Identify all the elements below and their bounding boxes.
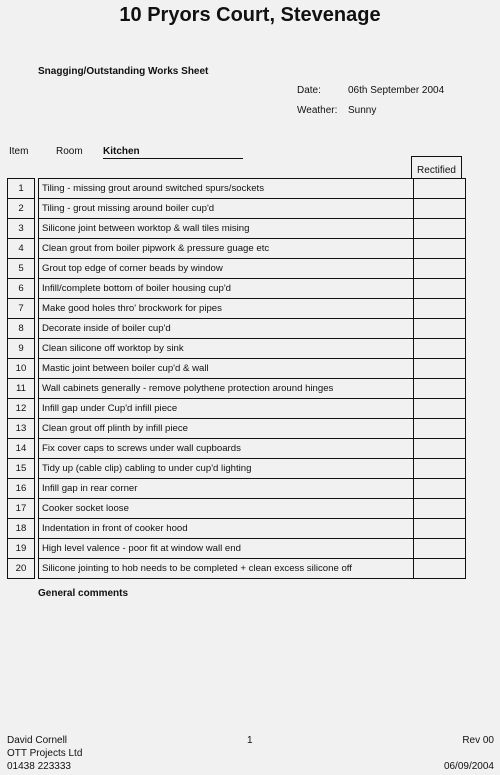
rectified-header-label: Rectified [417, 165, 456, 176]
date-value: 06th September 2004 [348, 85, 445, 96]
table-row [8, 539, 466, 559]
item-number: 8 [8, 319, 35, 339]
table-row [8, 519, 466, 539]
rectified-cell [414, 559, 466, 579]
item-number: 4 [8, 239, 35, 259]
table-row [8, 459, 466, 479]
rectified-cell [414, 419, 466, 439]
item-number: 11 [8, 379, 35, 399]
table-row [8, 419, 466, 439]
item-number: 9 [8, 339, 35, 359]
item-description: Clean grout off plinth by infill piece [39, 419, 414, 439]
item-description: Tiling - grout missing around boiler cup'd [39, 199, 414, 219]
table-row [8, 559, 466, 579]
general-comments-heading: General comments [38, 588, 129, 599]
item-description: Clean grout from boiler pipwork & pressure guage etc [39, 239, 414, 259]
item-number: 13 [8, 419, 35, 439]
weather-label: Weather: [297, 105, 338, 116]
table-row [8, 399, 466, 419]
room-column-header: Room [56, 146, 83, 157]
item-description: Clean silicone off worktop by sink [39, 339, 414, 359]
footer-revision: Rev 00 [462, 735, 494, 746]
rectified-cell [414, 339, 466, 359]
item-description: Infill/complete bottom of boiler housing cup'd [39, 279, 414, 299]
table-row [8, 259, 466, 279]
table-row [8, 299, 466, 319]
footer-company: OTT Projects Ltd [7, 748, 83, 759]
item-number: 2 [8, 199, 35, 219]
table-row [8, 319, 466, 339]
sheet-subtitle: Snagging/Outstanding Works Sheet [38, 66, 209, 77]
item-description: Infill gap under Cup'd infill piece [39, 399, 414, 419]
table-row [8, 379, 466, 399]
table-row [8, 479, 466, 499]
room-value: Kitchen [103, 146, 243, 159]
footer-phone: 01438 223333 [7, 761, 71, 772]
rectified-cell [414, 379, 466, 399]
item-description: Silicone joint between worktop & wall tiles mising [39, 219, 414, 239]
item-number: 7 [8, 299, 35, 319]
item-description: Silicone jointing to hob needs to be completed + clean excess silicone off [39, 559, 414, 579]
item-number: 20 [8, 559, 35, 579]
weather-value: Sunny [348, 105, 377, 116]
item-description: Fix cover caps to screws under wall cupboards [39, 439, 414, 459]
table-row [8, 199, 466, 219]
item-description: Cooker socket loose [39, 499, 414, 519]
item-number: 3 [8, 219, 35, 239]
table-row [8, 239, 466, 259]
item-number: 16 [8, 479, 35, 499]
item-description: Make good holes thro' brockwork for pipes [39, 299, 414, 319]
rectified-cell [414, 279, 466, 299]
rectified-cell [414, 219, 466, 239]
rectified-cell [414, 199, 466, 219]
item-number: 19 [8, 539, 35, 559]
item-description: Infill gap in rear corner [39, 479, 414, 499]
item-description: High level valence - poor fit at window wall end [39, 539, 414, 559]
document-title: 10 Pryors Court, Stevenage [119, 4, 381, 26]
rectified-cell [414, 519, 466, 539]
rectified-cell [414, 319, 466, 339]
table-row [8, 179, 466, 199]
table-row [8, 359, 466, 379]
item-column-header: Item [9, 146, 29, 157]
table-row [8, 219, 466, 239]
rectified-cell [414, 359, 466, 379]
footer-page-number: 1 [247, 735, 253, 746]
rectified-cell [414, 439, 466, 459]
rectified-cell [414, 299, 466, 319]
table-row [8, 499, 466, 519]
item-description: Grout top edge of corner beads by window [39, 259, 414, 279]
date-label: Date: [297, 85, 321, 96]
table-row [8, 439, 466, 459]
item-description: Wall cabinets generally - remove polythene protection around hinges [39, 379, 414, 399]
rectified-cell [414, 239, 466, 259]
rectified-cell [414, 539, 466, 559]
rectified-cell [414, 459, 466, 479]
rectified-column-header [411, 156, 462, 178]
table-row [8, 339, 466, 359]
item-number: 18 [8, 519, 35, 539]
item-number: 14 [8, 439, 35, 459]
item-description: Indentation in front of cooker hood [39, 519, 414, 539]
item-number: 12 [8, 399, 35, 419]
item-number: 6 [8, 279, 35, 299]
item-number: 15 [8, 459, 35, 479]
item-number: 17 [8, 499, 35, 519]
snagging-items-table [7, 178, 466, 579]
table-row [8, 279, 466, 299]
rectified-cell [414, 259, 466, 279]
item-number: 10 [8, 359, 35, 379]
footer-name: David Cornell [7, 735, 68, 746]
item-description: Decorate inside of boiler cup'd [39, 319, 414, 339]
item-number: 1 [8, 179, 35, 199]
rectified-cell [414, 399, 466, 419]
rectified-cell [414, 479, 466, 499]
item-description: Tidy up (cable clip) cabling to under cup'd lighting [39, 459, 414, 479]
rectified-cell [414, 179, 466, 199]
item-description: Tiling - missing grout around switched spurs/sockets [39, 179, 414, 199]
item-number: 5 [8, 259, 35, 279]
footer-date: 06/09/2004 [443, 761, 494, 772]
rectified-cell [414, 499, 466, 519]
item-description: Mastic joint between boiler cup'd & wall [39, 359, 414, 379]
